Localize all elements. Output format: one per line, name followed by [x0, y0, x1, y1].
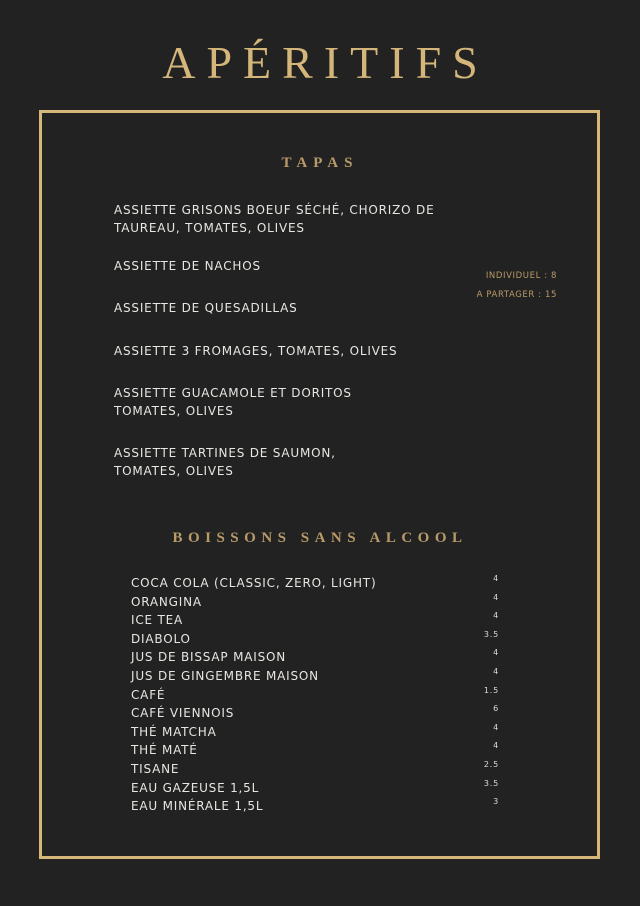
- drink-name: THÉ MATÉ: [131, 743, 198, 758]
- drink-price: 4: [493, 648, 499, 658]
- drink-item: [131, 592, 499, 613]
- drink-price: 4: [493, 667, 499, 676]
- drink-item: [131, 799, 499, 817]
- drink-name: ORANGINA: [131, 594, 202, 609]
- drink-price: 2.5: [483, 760, 499, 769]
- drink-price: 6: [493, 704, 499, 714]
- drink-price: 4: [493, 741, 499, 751]
- drink-price: 3.5: [483, 778, 499, 788]
- drink-name: CAFÉ VIENNOIS: [131, 706, 235, 721]
- tapas-item: ASSIETTE DE QUESADILLAS: [114, 301, 298, 315]
- tapas-item: ASSIETTE 3 FROMAGES, TOMATES, OLIVES: [114, 344, 398, 358]
- drink-price: 1.5: [483, 685, 499, 695]
- drink-price: 4: [493, 611, 499, 621]
- drink-name: COCA COLA (CLASSIC, ZERO, LIGHT): [131, 576, 377, 590]
- drink-price: 3.5: [483, 629, 499, 639]
- tapas-item: ASSIETTE TARTINES DE SAUMON, TOMATES, OLIVES: [114, 446, 336, 478]
- drink-item: [131, 778, 499, 799]
- drink-name: THÉ MATCHA: [131, 724, 217, 739]
- boissons-heading: BOISSONS SANS ALCOOL: [172, 530, 468, 546]
- drink-price: 4: [493, 722, 499, 732]
- drink-item: [131, 629, 499, 650]
- tapas-item: ASSIETTE GRISONS BOEUF SÉCHÉ, CHORIZO DE TAUREAU, TOMATES, OLIVES: [114, 203, 435, 235]
- drink-name: DIABOLO: [131, 631, 191, 646]
- drink-name: JUS DE BISSAP MAISON: [131, 650, 287, 665]
- page-title: APÉRITIFS: [162, 37, 489, 88]
- drink-item: [131, 762, 499, 780]
- drink-name: EAU MINÉRALE 1,5L: [131, 799, 264, 814]
- drink-price: 3: [493, 797, 499, 807]
- tapas-item: ASSIETTE GUACAMOLE ET DORITOS TOMATES, OLIVES: [114, 386, 352, 418]
- drink-item: [131, 685, 499, 706]
- drink-name: TISANE: [131, 762, 180, 776]
- drink-item: [131, 669, 499, 687]
- drink-name: CAFÉ: [131, 687, 166, 702]
- drink-price: 4: [493, 574, 499, 583]
- drink-name: JUS DE GINGEMBRE MAISON: [131, 669, 319, 683]
- drink-item: [131, 650, 499, 668]
- drink-item: [131, 576, 499, 594]
- tapas-heading: TAPAS: [281, 155, 359, 171]
- drink-name: EAU GAZEUSE 1,5L: [131, 780, 260, 795]
- price-partager: A PARTAGER : 15: [476, 290, 557, 300]
- drink-item: [131, 613, 499, 631]
- drink-item: [131, 743, 499, 761]
- drink-item: [131, 706, 499, 724]
- drink-item: [131, 722, 499, 743]
- drink-name: ICE TEA: [131, 613, 184, 628]
- price-individuel: INDIVIDUEL : 8: [485, 271, 557, 281]
- drink-price: 4: [493, 592, 499, 602]
- tapas-item: ASSIETTE DE NACHOS: [114, 259, 261, 273]
